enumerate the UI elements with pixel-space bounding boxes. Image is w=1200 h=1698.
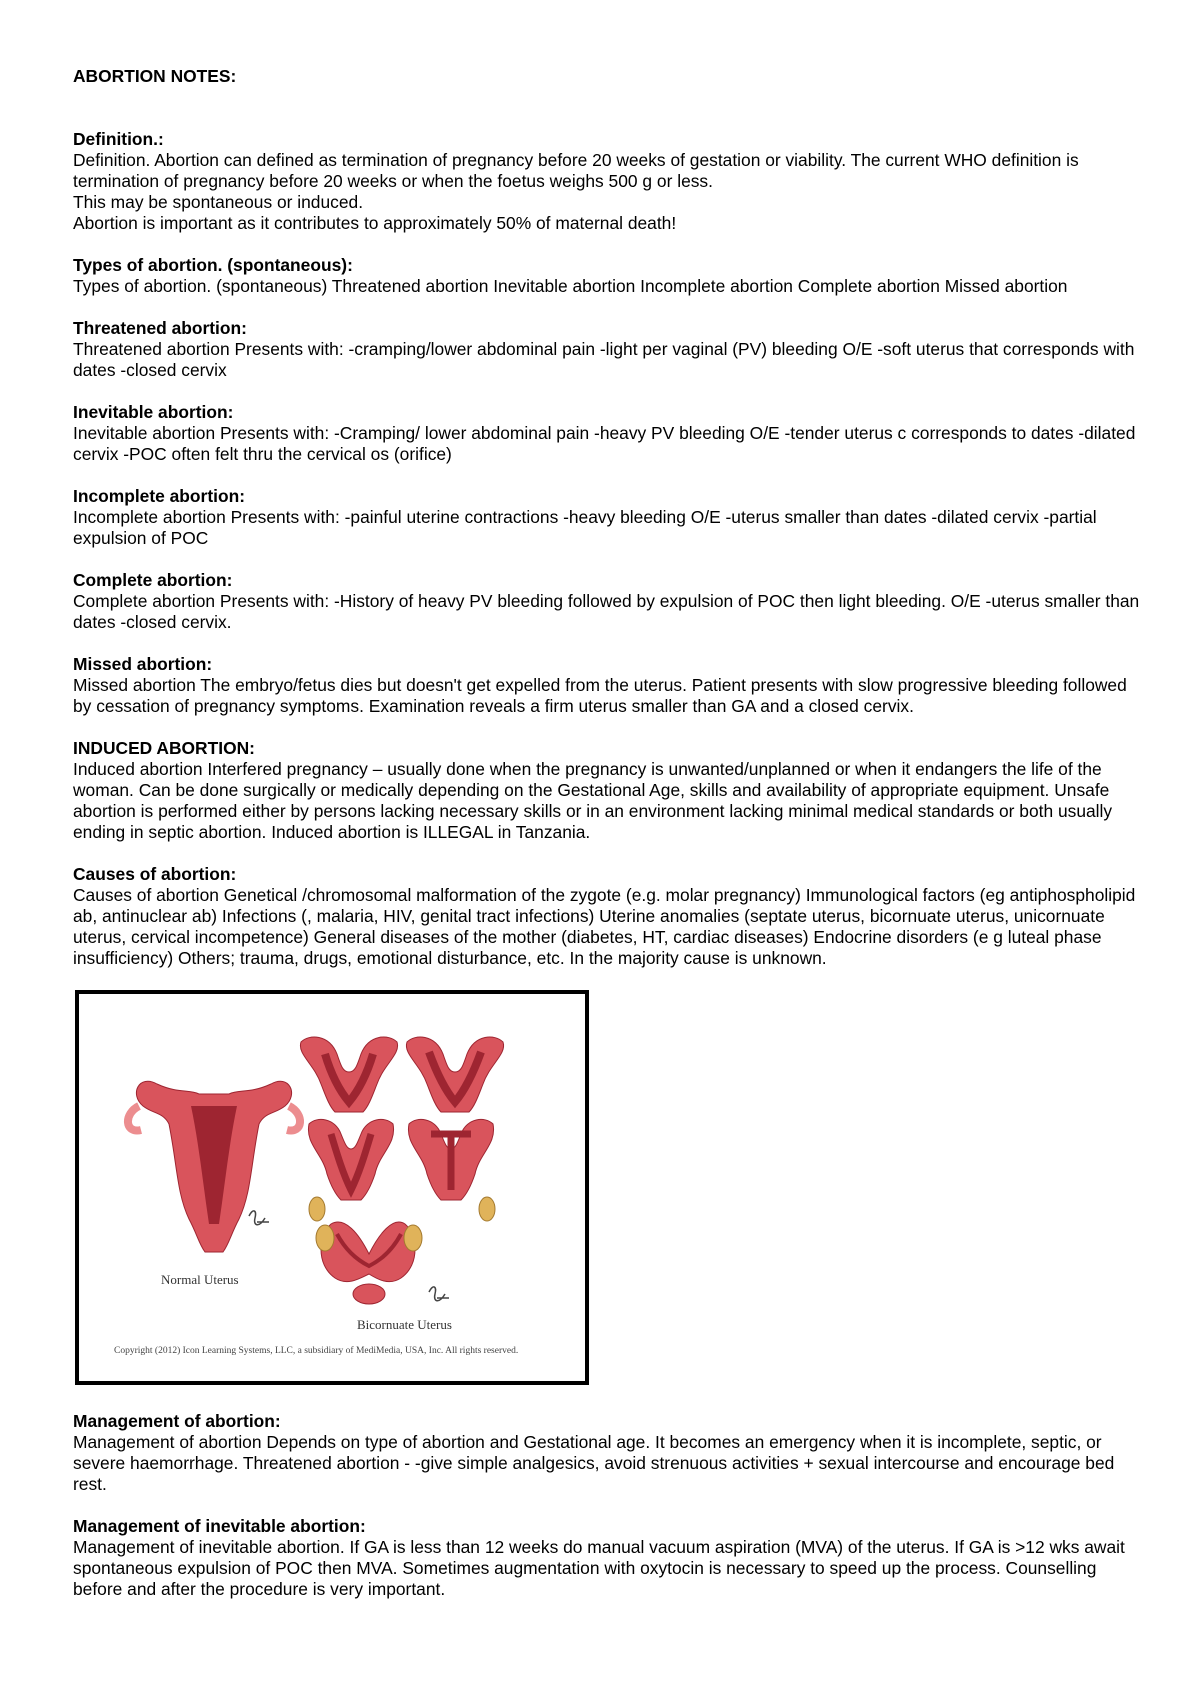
section-heading: Causes of abortion: xyxy=(73,864,237,884)
section-body-text: Causes of abortion Genetical /chromosomal malformation of the zygote (e.g. molar pregnancy) Immunological factors (eg antiphospholipid ab, antinuclear ab) Infections (, malaria, HIV, genital tract infections) Uterine anomalies (septate uterus, bicornuate uterus, unicornuate uterus, cervical incompetence) General diseases of the mother (diabetes, HT, cardiac diseases) Endocrine disorders (e g luteal phase insufficiency) Others; trauma, drugs, emotional disturbance, etc. In the majority cause is unknown. xyxy=(73,885,1136,968)
section xyxy=(73,318,1143,381)
uterus-illustration xyxy=(79,994,585,1381)
section-heading: Management of inevitable abortion: xyxy=(73,1516,366,1536)
section-heading: Incomplete abortion: xyxy=(73,486,245,506)
section-body-text: Induced abortion Interfered pregnancy – usually done when the pregnancy is unwanted/unplanned or when it endangers the life of the woman. Can be done surgically or medically depending on the Gestational Age, skills and availability of appropriate equipment. Unsafe abortion is performed either by persons lacking necessary skills or in an environment lacking minimal medical standards or both usually ending in septic abortion. Induced abortion is ILLEGAL in Tanzania. xyxy=(73,759,1113,842)
section-heading: Threatened abortion: xyxy=(73,318,247,338)
section-heading: INDUCED ABORTION: xyxy=(73,738,255,758)
sections-bottom xyxy=(73,1411,1143,1600)
section-heading: Missed abortion: xyxy=(73,654,213,674)
section-heading: Complete abortion: xyxy=(73,570,233,590)
bicornuate-uterus-caption: Bicornuate Uterus xyxy=(357,1317,452,1332)
section xyxy=(73,864,1143,969)
section xyxy=(73,402,1143,465)
section-body-text: Incomplete abortion Presents with: -painful uterine contractions -heavy bleeding O/E -uterus smaller than dates -dilated cervix -partial expulsion of POC xyxy=(73,507,1097,548)
section-body-text: Missed abortion The embryo/fetus dies but doesn't get expelled from the uterus. Patient presents with slow progressive bleeding followed by cessation of pregnancy symptoms. Examination reveals a firm uterus smaller than GA and a closed cervix. xyxy=(73,675,1127,716)
section xyxy=(73,129,1143,234)
figure-copyright: Copyright (2012) Icon Learning Systems, LLC, a subsidiary of MediMedia, USA, Inc. All rights reserved. xyxy=(114,1346,519,1356)
section xyxy=(73,1516,1143,1600)
uterus-figure xyxy=(75,990,589,1385)
document-title: ABORTION NOTES: xyxy=(73,66,237,86)
section-body-text: Types of abortion. (spontaneous) Threatened abortion Inevitable abortion Incomplete abortion Complete abortion Missed abortion xyxy=(73,276,1068,296)
section xyxy=(73,486,1143,549)
section-body-text: This may be spontaneous or induced. xyxy=(73,192,364,212)
bicornuate-uterus-drawing xyxy=(300,1037,503,1304)
section-body-text: Definition. Abortion can defined as termination of pregnancy before 20 weeks of gestation or viability. The current WHO definition is termination of pregnancy before 20 weeks or when the foetus weighs 500 g or less. xyxy=(73,150,1079,191)
section-heading: Types of abortion. (spontaneous): xyxy=(73,255,353,275)
section-body-text: Management of abortion Depends on type of abortion and Gestational age. It becomes an emergency when it is incomplete, septic, or severe haemorrhage. Threatened abortion - -give simple analgesics, avoid strenuous activities + sexual intercourse and encourage bed rest. xyxy=(73,1432,1115,1494)
section-body-text: Management of inevitable abortion. If GA is less than 12 weeks do manual vacuum aspiration (MVA) of the uterus. If GA is >12 wks await spontaneous expulsion of POC then MVA. Sometimes augmentation with oxytocin is necessary to speed up the process. Counselling before and after the procedure is very important. xyxy=(73,1537,1125,1599)
sections-top xyxy=(73,129,1143,969)
section-body-text: Inevitable abortion Presents with: -Cramping/ lower abdominal pain -heavy PV bleeding O/E -tender uterus c corresponds to dates -dilated cervix -POC often felt thru the cervical os (orifice) xyxy=(73,423,1136,464)
section-heading: Definition.: xyxy=(73,129,164,149)
section xyxy=(73,255,1143,297)
section-body-text: Abortion is important as it contributes to approximately 50% of maternal death! xyxy=(73,213,677,233)
section xyxy=(73,738,1143,843)
section xyxy=(73,654,1143,717)
section-heading: Management of abortion: xyxy=(73,1411,281,1431)
normal-uterus-drawing xyxy=(128,1081,300,1252)
normal-uterus-caption: Normal Uterus xyxy=(161,1272,239,1287)
section xyxy=(73,570,1143,633)
section xyxy=(73,1411,1143,1495)
document-page xyxy=(73,66,1143,1621)
section-body-text: Threatened abortion Presents with: -cramping/lower abdominal pain -light per vaginal (PV) bleeding O/E -soft uterus that corresponds with dates -closed cervix xyxy=(73,339,1135,380)
section-heading: Inevitable abortion: xyxy=(73,402,234,422)
section-body-text: Complete abortion Presents with: -History of heavy PV bleeding followed by expulsion of POC then light bleeding. O/E -uterus smaller than dates -closed cervix. xyxy=(73,591,1140,632)
